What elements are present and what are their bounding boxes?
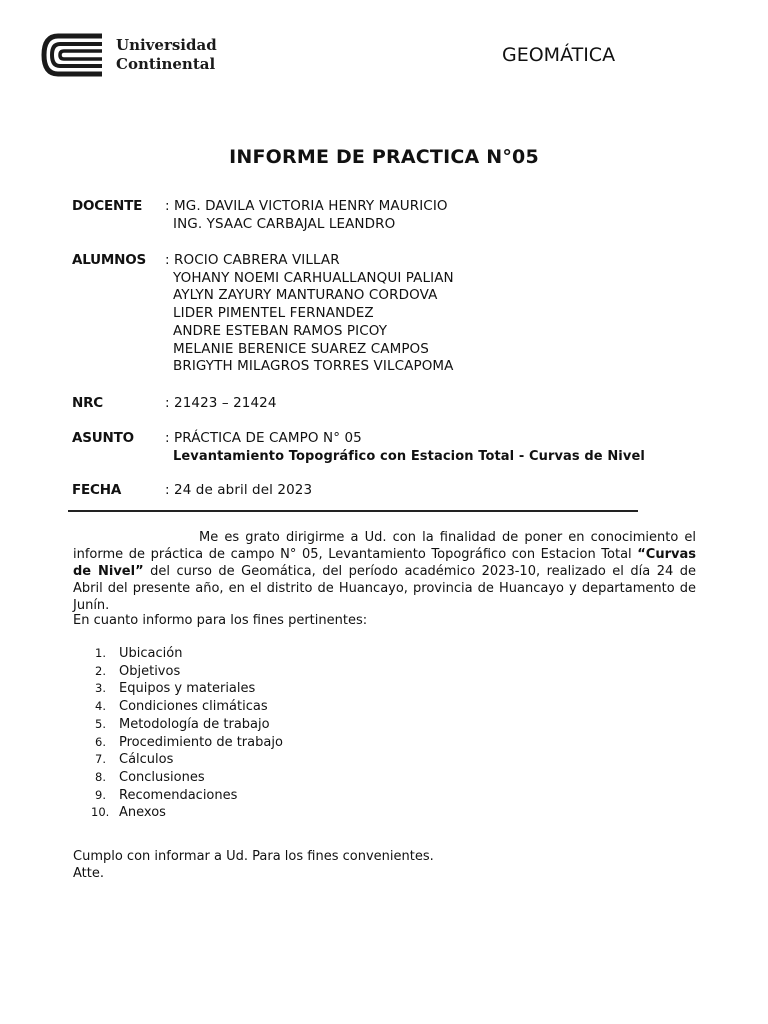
body-text-bold: “Curvas de Nivel” xyxy=(73,547,696,579)
list-item xyxy=(73,734,283,752)
list-item xyxy=(73,680,283,698)
body-paragraph xyxy=(73,529,696,614)
divider-line xyxy=(68,510,638,512)
alumno-line: LIDER PIMENTEL FERNANDEZ xyxy=(173,305,374,322)
list-item-label: Objetivos xyxy=(119,663,181,679)
docente-values xyxy=(165,198,448,233)
alumno-line: YOHANY NOEMI CARHUALLANQUI PALIAN xyxy=(173,269,454,286)
list-number: 4. xyxy=(95,699,106,714)
nrc-value xyxy=(165,395,277,413)
list-item xyxy=(73,787,283,805)
list-item xyxy=(73,769,283,787)
list-item xyxy=(73,698,283,716)
alumno-line: AYLYN ZAYURY MANTURANO CORDOVA xyxy=(173,287,438,304)
list-item-label: Conclusiones xyxy=(119,769,205,785)
closing-text xyxy=(73,848,434,882)
alumnos-label: ALUMNOS xyxy=(72,252,147,268)
list-item xyxy=(73,716,283,734)
contents-list xyxy=(73,645,283,822)
asunto-values xyxy=(165,430,645,465)
list-item-label: Anexos xyxy=(119,805,166,821)
list-number: 7. xyxy=(95,752,106,767)
alumno-line: MELANIE BERENICE SUAREZ CAMPOS xyxy=(173,340,429,357)
list-number: 6. xyxy=(95,734,106,749)
asunto-line-1: : PRÁCTICA DE CAMPO N° 05 xyxy=(165,430,362,446)
logo-line-2: Continental xyxy=(116,55,216,73)
alumnos-values xyxy=(165,252,454,376)
list-item xyxy=(73,804,283,822)
list-item-label: Cálculos xyxy=(119,752,174,768)
logo-line-1: Universidad xyxy=(116,36,217,54)
body-paragraph-2: En cuanto informo para los fines pertinentes: xyxy=(73,613,368,628)
document-title: INFORME DE PRACTICA N°05 xyxy=(229,146,539,168)
body-text-start: Me es grato dirigirme a Ud. con la finalidad de poner en conocimiento el informe de práctica de campo N° 05, Levantamiento Topográfico con Estacion Total xyxy=(73,530,696,562)
list-item xyxy=(73,663,283,681)
list-number: 8. xyxy=(95,769,106,784)
docente-line: : MG. DAVILA VICTORIA HENRY MAURICIO xyxy=(165,198,448,214)
fecha-label: FECHA xyxy=(72,482,122,498)
list-item-label: Condiciones climáticas xyxy=(119,699,268,715)
list-item-label: Recomendaciones xyxy=(119,787,238,803)
nrc-label: NRC xyxy=(72,395,104,411)
closing-line-1: Cumplo con informar a Ud. Para los fines convenientes. xyxy=(73,849,434,864)
body-text-end: del curso de Geomática, del período académico 2023-10, realizado el día 24 de Abril del presente año, en el distrito de Huancayo, provincia de Huancayo y departamento de Junín. xyxy=(73,564,696,613)
list-item-label: Procedimiento de trabajo xyxy=(119,734,283,750)
alumno-line: BRIGYTH MILAGROS TORRES VILCAPOMA xyxy=(173,358,454,375)
alumno-line: ANDRE ESTEBAN RAMOS PICOY xyxy=(173,322,388,339)
list-item xyxy=(73,751,283,769)
docente-line: ING. YSAAC CARBAJAL LEANDRO xyxy=(173,215,396,232)
docente-label: DOCENTE xyxy=(72,198,143,214)
list-item xyxy=(73,645,283,663)
list-item-label: Metodología de trabajo xyxy=(119,716,270,732)
university-logo xyxy=(40,32,240,80)
list-number: 5. xyxy=(95,716,106,731)
nrc-value-text: : 21423 – 21424 xyxy=(165,395,277,411)
closing-line-2: Atte. xyxy=(73,866,104,881)
list-item-label: Equipos y materiales xyxy=(119,681,256,697)
logo-text xyxy=(116,36,217,74)
asunto-label: ASUNTO xyxy=(72,430,134,446)
list-number: 1. xyxy=(95,646,106,660)
course-name: GEOMÁTICA xyxy=(502,44,616,66)
list-item-label: Ubicación xyxy=(119,646,183,661)
asunto-line-2: Levantamiento Topográfico con Estacion Total - Curvas de Nivel xyxy=(173,448,645,464)
fecha-value xyxy=(165,482,312,500)
list-number: 3. xyxy=(95,681,106,696)
alumno-line: : ROCIO CABRERA VILLAR xyxy=(165,252,340,268)
continental-c-icon xyxy=(40,32,106,78)
fecha-value-text: : 24 de abril del 2023 xyxy=(165,482,313,498)
list-number: 9. xyxy=(95,787,106,802)
list-number: 2. xyxy=(95,663,106,678)
list-number: 10. xyxy=(91,805,110,820)
